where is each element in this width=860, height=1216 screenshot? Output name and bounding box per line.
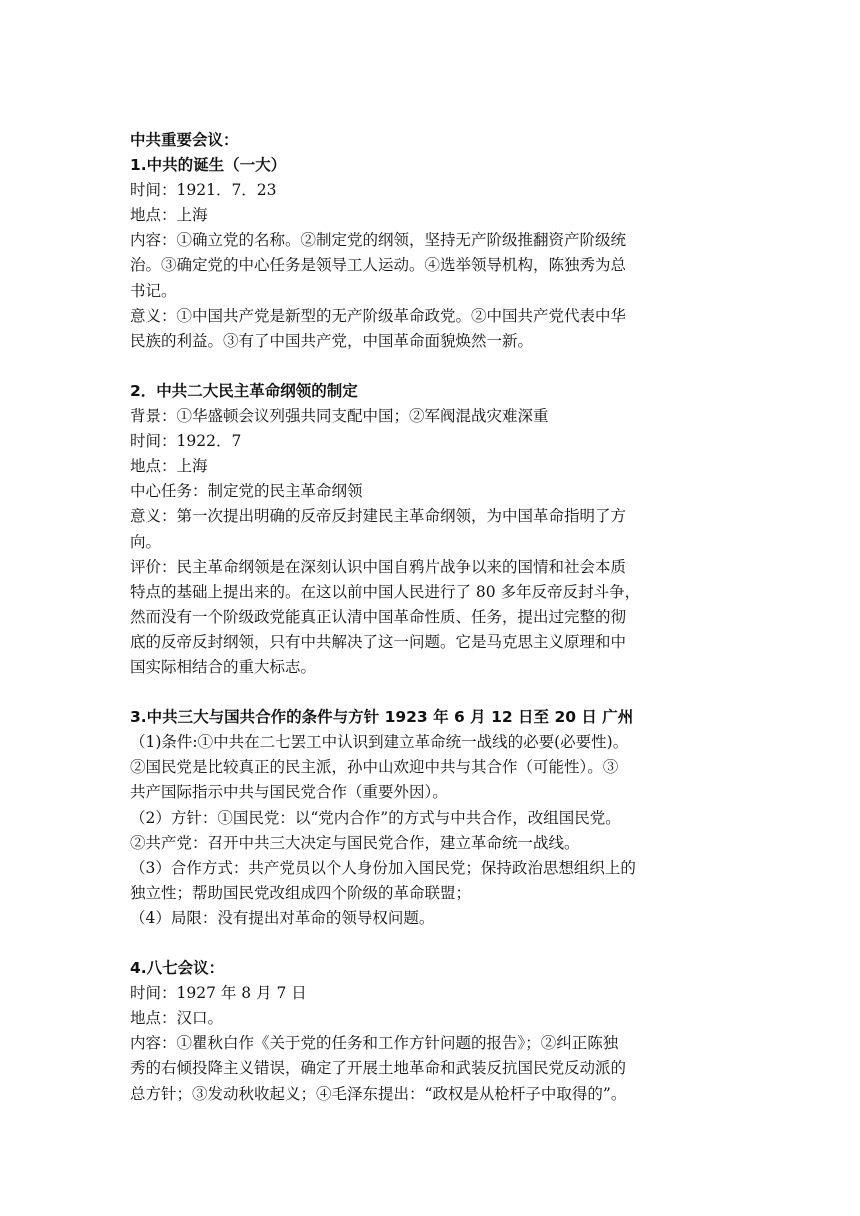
section-heading: 1.中共的诞生（一大） (130, 156, 287, 175)
section-heading: 4.八七会议： (130, 959, 225, 978)
section-heading: 2．中共二大民主革命纲领的制定 (130, 381, 358, 400)
text-line: 总方针；③发动秋收起义；④毛泽东提出：“政权是从枪杆子中取得的”。 (130, 1084, 627, 1103)
text-line: 然而没有一个阶级政党能真正认清中国革命性质、任务，提出过完整的彻 (130, 607, 627, 626)
text-line: 内容：①瞿秋白作《关于党的任务和工作方针问题的报告》；②纠正陈独 (130, 1034, 619, 1053)
text-line: 背景：①华盛顿会议列强共同支配中国；②军阀混战灾难深重 (130, 407, 549, 426)
text-line: 时间：1922．7 (130, 432, 242, 451)
text-line: （2）方针：①国民党：以“党内合作”的方式与中共合作，改组国民党。 (130, 808, 621, 827)
document-page (130, 128, 735, 1107)
text-line: 秀的右倾投降主义错误，确定了开展土地革命和武装反抗国民党反动派的 (130, 1059, 627, 1078)
blank-line (130, 680, 735, 705)
text-line: 民族的利益。③有了中国共产党，中国革命面貌焕然一新。 (130, 331, 534, 350)
text-line: 独立性；帮助国民党改组成四个阶级的革命联盟； (130, 883, 472, 902)
text-line: 底的反帝反封纲领，只有中共解决了这一问题。它是马克思主义原理和中 (130, 632, 627, 651)
text-line: 特点的基础上提出来的。在这以前中国人民进行了 80 多年反帝反封斗争， (130, 582, 641, 601)
document-title: 中共重要会议： (130, 131, 239, 149)
text-line: ②共产党：召开中共三大决定与国民党合作，建立革命统一战线。 (130, 833, 580, 852)
text-line: 地点：汉口。 (130, 1009, 224, 1028)
text-line: （4）局限：没有提出对革命的领导权问题。 (130, 908, 435, 927)
blank-line (130, 931, 735, 956)
text-line: 地点：上海 (130, 206, 208, 225)
blank-line (130, 354, 735, 379)
text-line: 内容：①确立党的名称。②制定党的纲领，坚持无产阶级推翻资产阶级统 (130, 231, 627, 250)
text-line: 意义：①中国共产党是新型的无产阶级革命政党。②中国共产党代表中华 (130, 306, 627, 325)
text-line: 共产国际指示中共与国民党合作（重要外因）。 (130, 783, 448, 802)
text-line: 地点：上海 (130, 457, 208, 476)
text-line: 书记。 (130, 281, 177, 300)
text-line: 时间：1921．7．23 (130, 181, 277, 200)
text-line: ②国民党是比较真正的民主派，孙中山欢迎中共与其合作（可能性）。③ (130, 758, 619, 777)
section-heading: 3.中共三大与国共合作的条件与方针 1923 年 6 月 12 日至 20 日 广州 (130, 708, 634, 727)
text-line: 治。③确定党的中心任务是领导工人运动。④选举领导机构，陈独秀为总 (130, 256, 627, 275)
text-line: 中心任务：制定党的民主革命纲领 (130, 482, 363, 501)
text-line: 时间：1927 年 8 月 7 日 (130, 984, 307, 1003)
text-line: 向。 (130, 532, 162, 551)
text-line: （1)条件:①中共在二七罢工中认识到建立革命统一战线的必要(必要性)。 (130, 733, 629, 752)
text-line: （3）合作方式：共产党员以个人身份加入国民党；保持政治思想组织上的 (130, 858, 636, 877)
text-line: 意义：第一次提出明确的反帝反封建民主革命纲领，为中国革命指明了方 (130, 507, 627, 526)
text-line: 国实际相结合的重大标志。 (130, 657, 317, 676)
text-line: 评价：民主革命纲领是在深刻认识中国自鸦片战争以来的国情和社会本质 (130, 557, 627, 576)
